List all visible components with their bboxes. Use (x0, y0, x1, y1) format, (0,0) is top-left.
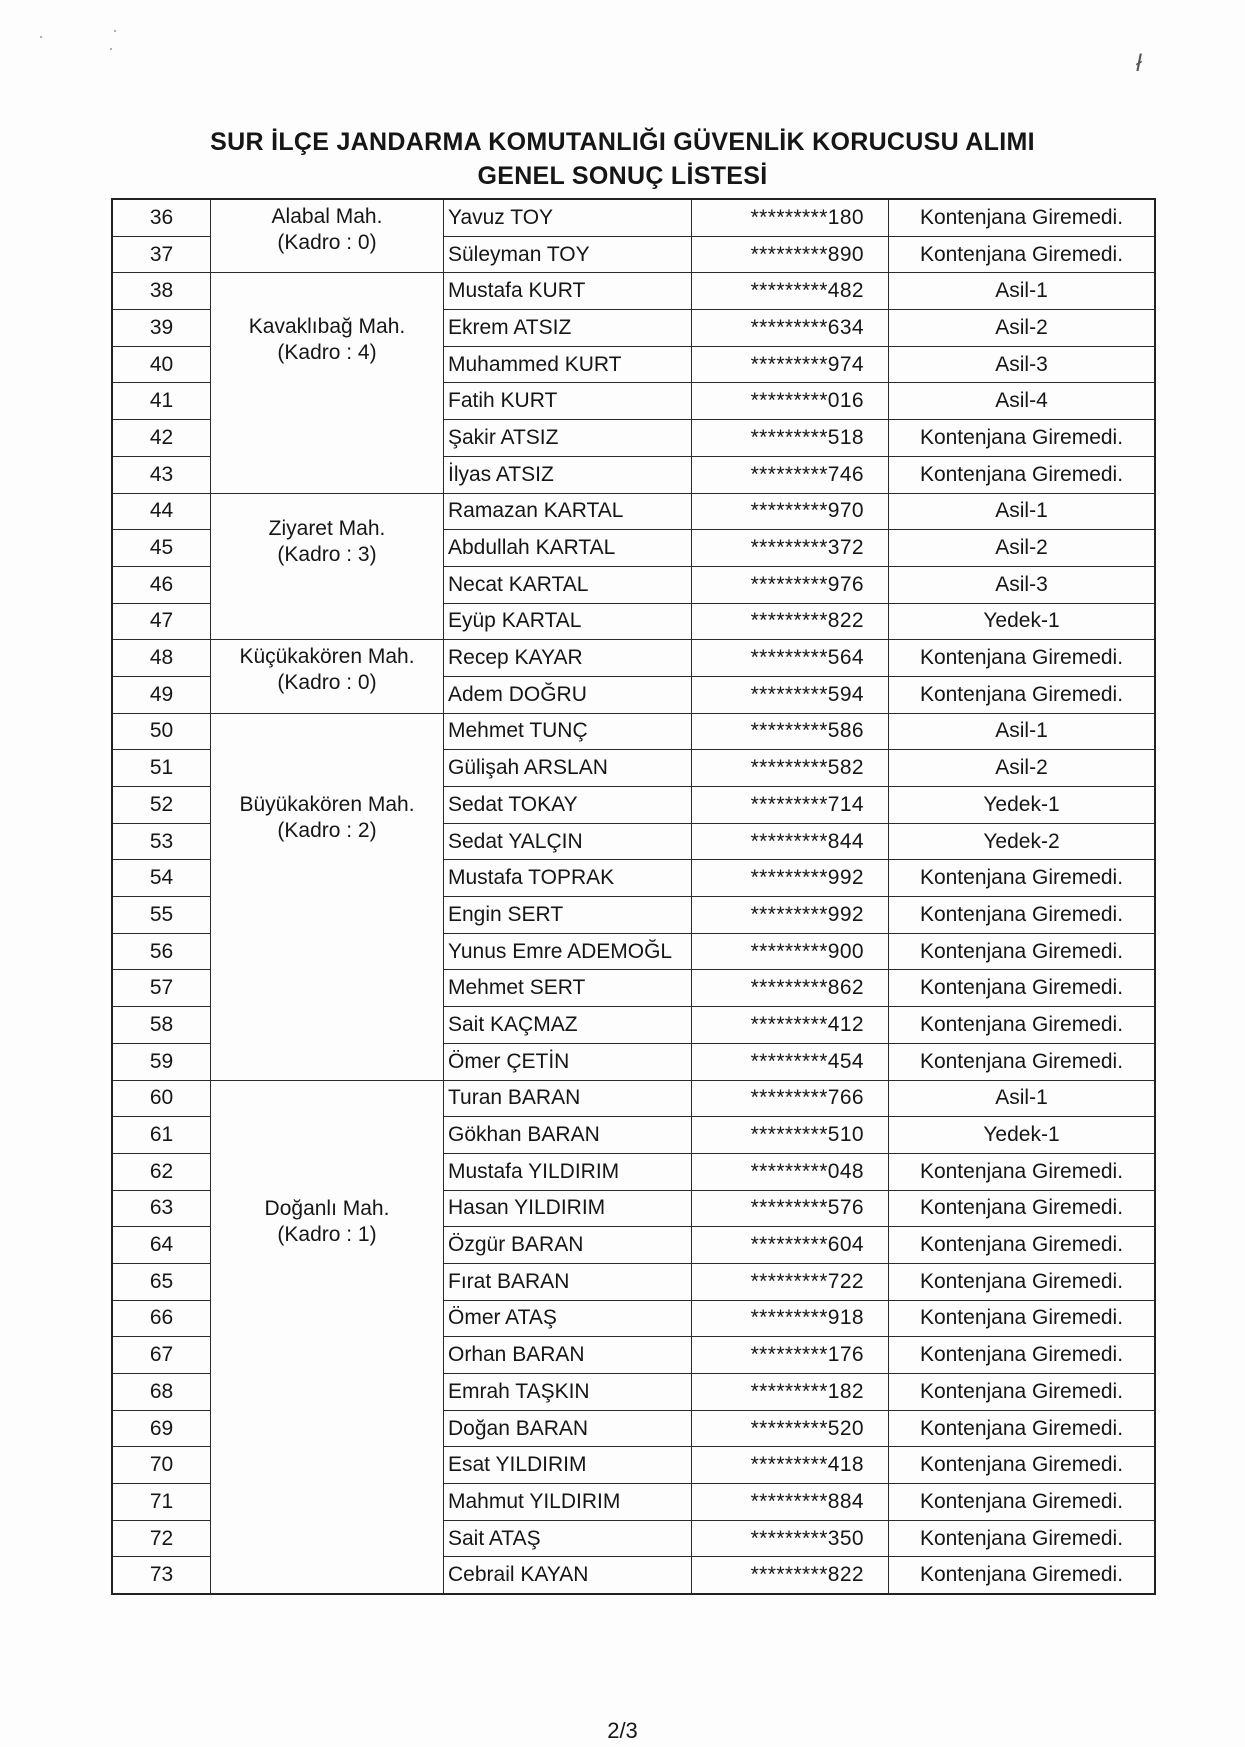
result-status: Kontenjana Giremedi. (889, 1263, 1156, 1300)
result-status: Yedek-1 (889, 787, 1156, 824)
candidate-name: Süleyman TOY (444, 236, 692, 273)
row-number: 44 (112, 493, 211, 530)
row-number: 38 (112, 273, 211, 310)
candidate-name: Gülişah ARSLAN (444, 750, 692, 787)
kadro-count: (Kadro : 4) (277, 341, 377, 365)
mahalle-name: Küçükakören Mah. (239, 645, 415, 669)
masked-id-number: *********482 (692, 273, 889, 310)
masked-id-number: *********412 (692, 1007, 889, 1044)
row-number: 48 (112, 640, 211, 677)
masked-id-number: *********918 (692, 1300, 889, 1337)
mahalle-cell (211, 713, 444, 1080)
result-status: Kontenjana Giremedi. (889, 640, 1156, 677)
row-number: 62 (112, 1153, 211, 1190)
row-number: 40 (112, 346, 211, 383)
result-status: Asil-1 (889, 1080, 1156, 1117)
row-number: 68 (112, 1374, 211, 1411)
row-number: 69 (112, 1410, 211, 1447)
scan-speck (110, 48, 112, 50)
document-subtitle: GENEL SONUÇ LİSTESİ (477, 162, 768, 190)
candidate-name: Cebrail KAYAN (444, 1557, 692, 1594)
masked-id-number: *********862 (692, 970, 889, 1007)
result-status: Asil-1 (889, 273, 1156, 310)
row-number: 60 (112, 1080, 211, 1117)
result-status: Yedek-2 (889, 823, 1156, 860)
candidate-name: Ömer ÇETİN (444, 1043, 692, 1080)
mahalle-cell (211, 273, 444, 493)
row-number: 65 (112, 1263, 211, 1300)
candidate-name: Turan BARAN (444, 1080, 692, 1117)
masked-id-number: *********518 (692, 420, 889, 457)
kadro-count: (Kadro : 1) (277, 1222, 377, 1246)
masked-id-number: *********634 (692, 310, 889, 347)
result-status: Kontenjana Giremedi. (889, 1190, 1156, 1227)
row-number: 54 (112, 860, 211, 897)
candidate-name: Sait ATAŞ (444, 1520, 692, 1557)
masked-id-number: *********746 (692, 456, 889, 493)
row-number: 55 (112, 897, 211, 934)
candidate-name: Hasan YILDIRIM (444, 1190, 692, 1227)
candidate-name: Mustafa TOPRAK (444, 860, 692, 897)
result-status: Kontenjana Giremedi. (889, 1557, 1156, 1594)
result-status: Yedek-1 (889, 1117, 1156, 1154)
masked-id-number: *********586 (692, 713, 889, 750)
result-status: Asil-3 (889, 346, 1156, 383)
masked-id-number: *********350 (692, 1520, 889, 1557)
candidate-name: İlyas ATSIZ (444, 456, 692, 493)
kadro-count: (Kadro : 0) (277, 671, 377, 695)
candidate-name: Emrah TAŞKIN (444, 1374, 692, 1411)
row-number: 64 (112, 1227, 211, 1264)
row-number: 57 (112, 970, 211, 1007)
row-number: 70 (112, 1447, 211, 1484)
mahalle-name: Büyükakören Mah. (239, 792, 415, 816)
row-number: 36 (112, 199, 211, 236)
candidate-name: Engin SERT (444, 897, 692, 934)
masked-id-number: *********822 (692, 603, 889, 640)
candidate-name: Abdullah KARTAL (444, 530, 692, 567)
mahalle-name: Doğanlı Mah. (264, 1196, 390, 1220)
masked-id-number: *********766 (692, 1080, 889, 1117)
document-title: SUR İLÇE JANDARMA KOMUTANLIĞI GÜVENLİK KORUCUSU ALIMI (210, 128, 1035, 156)
candidate-name: Mehmet TUNÇ (444, 713, 692, 750)
masked-id-number: *********454 (692, 1043, 889, 1080)
mahalle-name: Alabal Mah. (271, 205, 383, 228)
candidate-name: Mahmut YILDIRIM (444, 1484, 692, 1521)
candidate-name: Fırat BARAN (444, 1263, 692, 1300)
masked-id-number: *********564 (692, 640, 889, 677)
row-number: 61 (112, 1117, 211, 1154)
results-body (112, 199, 1155, 1594)
candidate-name: Gökhan BARAN (444, 1117, 692, 1154)
result-status: Kontenjana Giremedi. (889, 420, 1156, 457)
mahalle-cell (211, 640, 444, 713)
masked-id-number: *********714 (692, 787, 889, 824)
kadro-count: (Kadro : 0) (277, 231, 377, 254)
masked-id-number: *********992 (692, 860, 889, 897)
masked-id-number: *********048 (692, 1153, 889, 1190)
masked-id-number: *********604 (692, 1227, 889, 1264)
result-status: Kontenjana Giremedi. (889, 1007, 1156, 1044)
result-status: Kontenjana Giremedi. (889, 970, 1156, 1007)
result-status: Asil-2 (889, 310, 1156, 347)
result-status: Kontenjana Giremedi. (889, 897, 1156, 934)
table-row (112, 713, 1155, 750)
result-status: Kontenjana Giremedi. (889, 933, 1156, 970)
masked-id-number: *********510 (692, 1117, 889, 1154)
masked-id-number: *********890 (692, 236, 889, 273)
row-number: 71 (112, 1484, 211, 1521)
masked-id-number: *********182 (692, 1374, 889, 1411)
masked-id-number: *********722 (692, 1263, 889, 1300)
scan-speck (114, 30, 116, 32)
row-number: 66 (112, 1300, 211, 1337)
row-number: 63 (112, 1190, 211, 1227)
candidate-name: Orhan BARAN (444, 1337, 692, 1374)
mahalle-cell (211, 1080, 444, 1594)
result-status: Kontenjana Giremedi. (889, 1447, 1156, 1484)
row-number: 43 (112, 456, 211, 493)
masked-id-number: *********844 (692, 823, 889, 860)
masked-id-number: *********016 (692, 383, 889, 420)
mahalle-name: Kavaklıbağ Mah. (248, 315, 406, 339)
candidate-name: Fatih KURT (444, 383, 692, 420)
result-status: Kontenjana Giremedi. (889, 1043, 1156, 1080)
candidate-name: Eyüp KARTAL (444, 603, 692, 640)
candidate-name: Sedat TOKAY (444, 787, 692, 824)
row-number: 49 (112, 676, 211, 713)
candidate-name: Mehmet SERT (444, 970, 692, 1007)
candidate-name: Sait KAÇMAZ (444, 1007, 692, 1044)
mahalle-cell (211, 199, 444, 273)
masked-id-number: *********974 (692, 346, 889, 383)
candidate-name: Doğan BARAN (444, 1410, 692, 1447)
row-number: 73 (112, 1557, 211, 1594)
result-status: Kontenjana Giremedi. (889, 456, 1156, 493)
masked-id-number: *********576 (692, 1190, 889, 1227)
candidate-name: Ramazan KARTAL (444, 493, 692, 530)
result-status: Kontenjana Giremedi. (889, 236, 1156, 273)
row-number: 45 (112, 530, 211, 567)
masked-id-number: *********582 (692, 750, 889, 787)
result-status: Kontenjana Giremedi. (889, 1337, 1156, 1374)
masked-id-number: *********884 (692, 1484, 889, 1521)
masked-id-number: *********520 (692, 1410, 889, 1447)
table-row (112, 273, 1155, 310)
candidate-name: Recep KAYAR (444, 640, 692, 677)
result-status: Kontenjana Giremedi. (889, 199, 1156, 236)
row-number: 51 (112, 750, 211, 787)
result-status: Kontenjana Giremedi. (889, 1520, 1156, 1557)
candidate-name: Ömer ATAŞ (444, 1300, 692, 1337)
result-status: Kontenjana Giremedi. (889, 1374, 1156, 1411)
result-status: Kontenjana Giremedi. (889, 1300, 1156, 1337)
results-table (111, 198, 1156, 1595)
row-number: 42 (112, 420, 211, 457)
masked-id-number: *********180 (692, 199, 889, 236)
row-number: 41 (112, 383, 211, 420)
candidate-name: Adem DOĞRU (444, 676, 692, 713)
masked-id-number: *********976 (692, 566, 889, 603)
candidate-name: Muhammed KURT (444, 346, 692, 383)
table-row (112, 199, 1155, 236)
masked-id-number: *********822 (692, 1557, 889, 1594)
candidate-name: Şakir ATSIZ (444, 420, 692, 457)
kadro-count: (Kadro : 3) (277, 543, 377, 567)
row-number: 56 (112, 933, 211, 970)
masked-id-number: *********900 (692, 933, 889, 970)
table-row (112, 493, 1155, 530)
result-status: Asil-3 (889, 566, 1156, 603)
row-number: 53 (112, 823, 211, 860)
candidate-name: Mustafa KURT (444, 273, 692, 310)
result-status: Kontenjana Giremedi. (889, 1484, 1156, 1521)
candidate-name: Sedat YALÇIN (444, 823, 692, 860)
row-number: 67 (112, 1337, 211, 1374)
result-status: Kontenjana Giremedi. (889, 1153, 1156, 1190)
masked-id-number: *********970 (692, 493, 889, 530)
row-number: 58 (112, 1007, 211, 1044)
result-status: Asil-2 (889, 530, 1156, 567)
candidate-name: Yunus Emre ADEMOĞL (444, 933, 692, 970)
result-status: Kontenjana Giremedi. (889, 1410, 1156, 1447)
result-status: Kontenjana Giremedi. (889, 860, 1156, 897)
table-row (112, 640, 1155, 677)
result-status: Yedek-1 (889, 603, 1156, 640)
page-mark: ł (1136, 50, 1142, 77)
row-number: 37 (112, 236, 211, 273)
row-number: 72 (112, 1520, 211, 1557)
masked-id-number: *********418 (692, 1447, 889, 1484)
result-status: Asil-2 (889, 750, 1156, 787)
row-number: 59 (112, 1043, 211, 1080)
scan-speck (40, 36, 42, 38)
masked-id-number: *********992 (692, 897, 889, 934)
result-status: Asil-1 (889, 493, 1156, 530)
result-status: Kontenjana Giremedi. (889, 676, 1156, 713)
candidate-name: Esat YILDIRIM (444, 1447, 692, 1484)
candidate-name: Mustafa YILDIRIM (444, 1153, 692, 1190)
row-number: 47 (112, 603, 211, 640)
masked-id-number: *********594 (692, 676, 889, 713)
masked-id-number: *********176 (692, 1337, 889, 1374)
mahalle-name: Ziyaret Mah. (268, 517, 386, 541)
candidate-name: Ekrem ATSIZ (444, 310, 692, 347)
row-number: 50 (112, 713, 211, 750)
candidate-name: Yavuz TOY (444, 199, 692, 236)
result-status: Kontenjana Giremedi. (889, 1227, 1156, 1264)
kadro-count: (Kadro : 2) (277, 818, 377, 842)
result-status: Asil-4 (889, 383, 1156, 420)
candidate-name: Necat KARTAL (444, 566, 692, 603)
result-status: Asil-1 (889, 713, 1156, 750)
row-number: 46 (112, 566, 211, 603)
row-number: 39 (112, 310, 211, 347)
mahalle-cell (211, 493, 444, 640)
masked-id-number: *********372 (692, 530, 889, 567)
page-number: 2/3 (607, 1718, 638, 1743)
candidate-name: Özgür BARAN (444, 1227, 692, 1264)
table-row (112, 1080, 1155, 1117)
row-number: 52 (112, 787, 211, 824)
